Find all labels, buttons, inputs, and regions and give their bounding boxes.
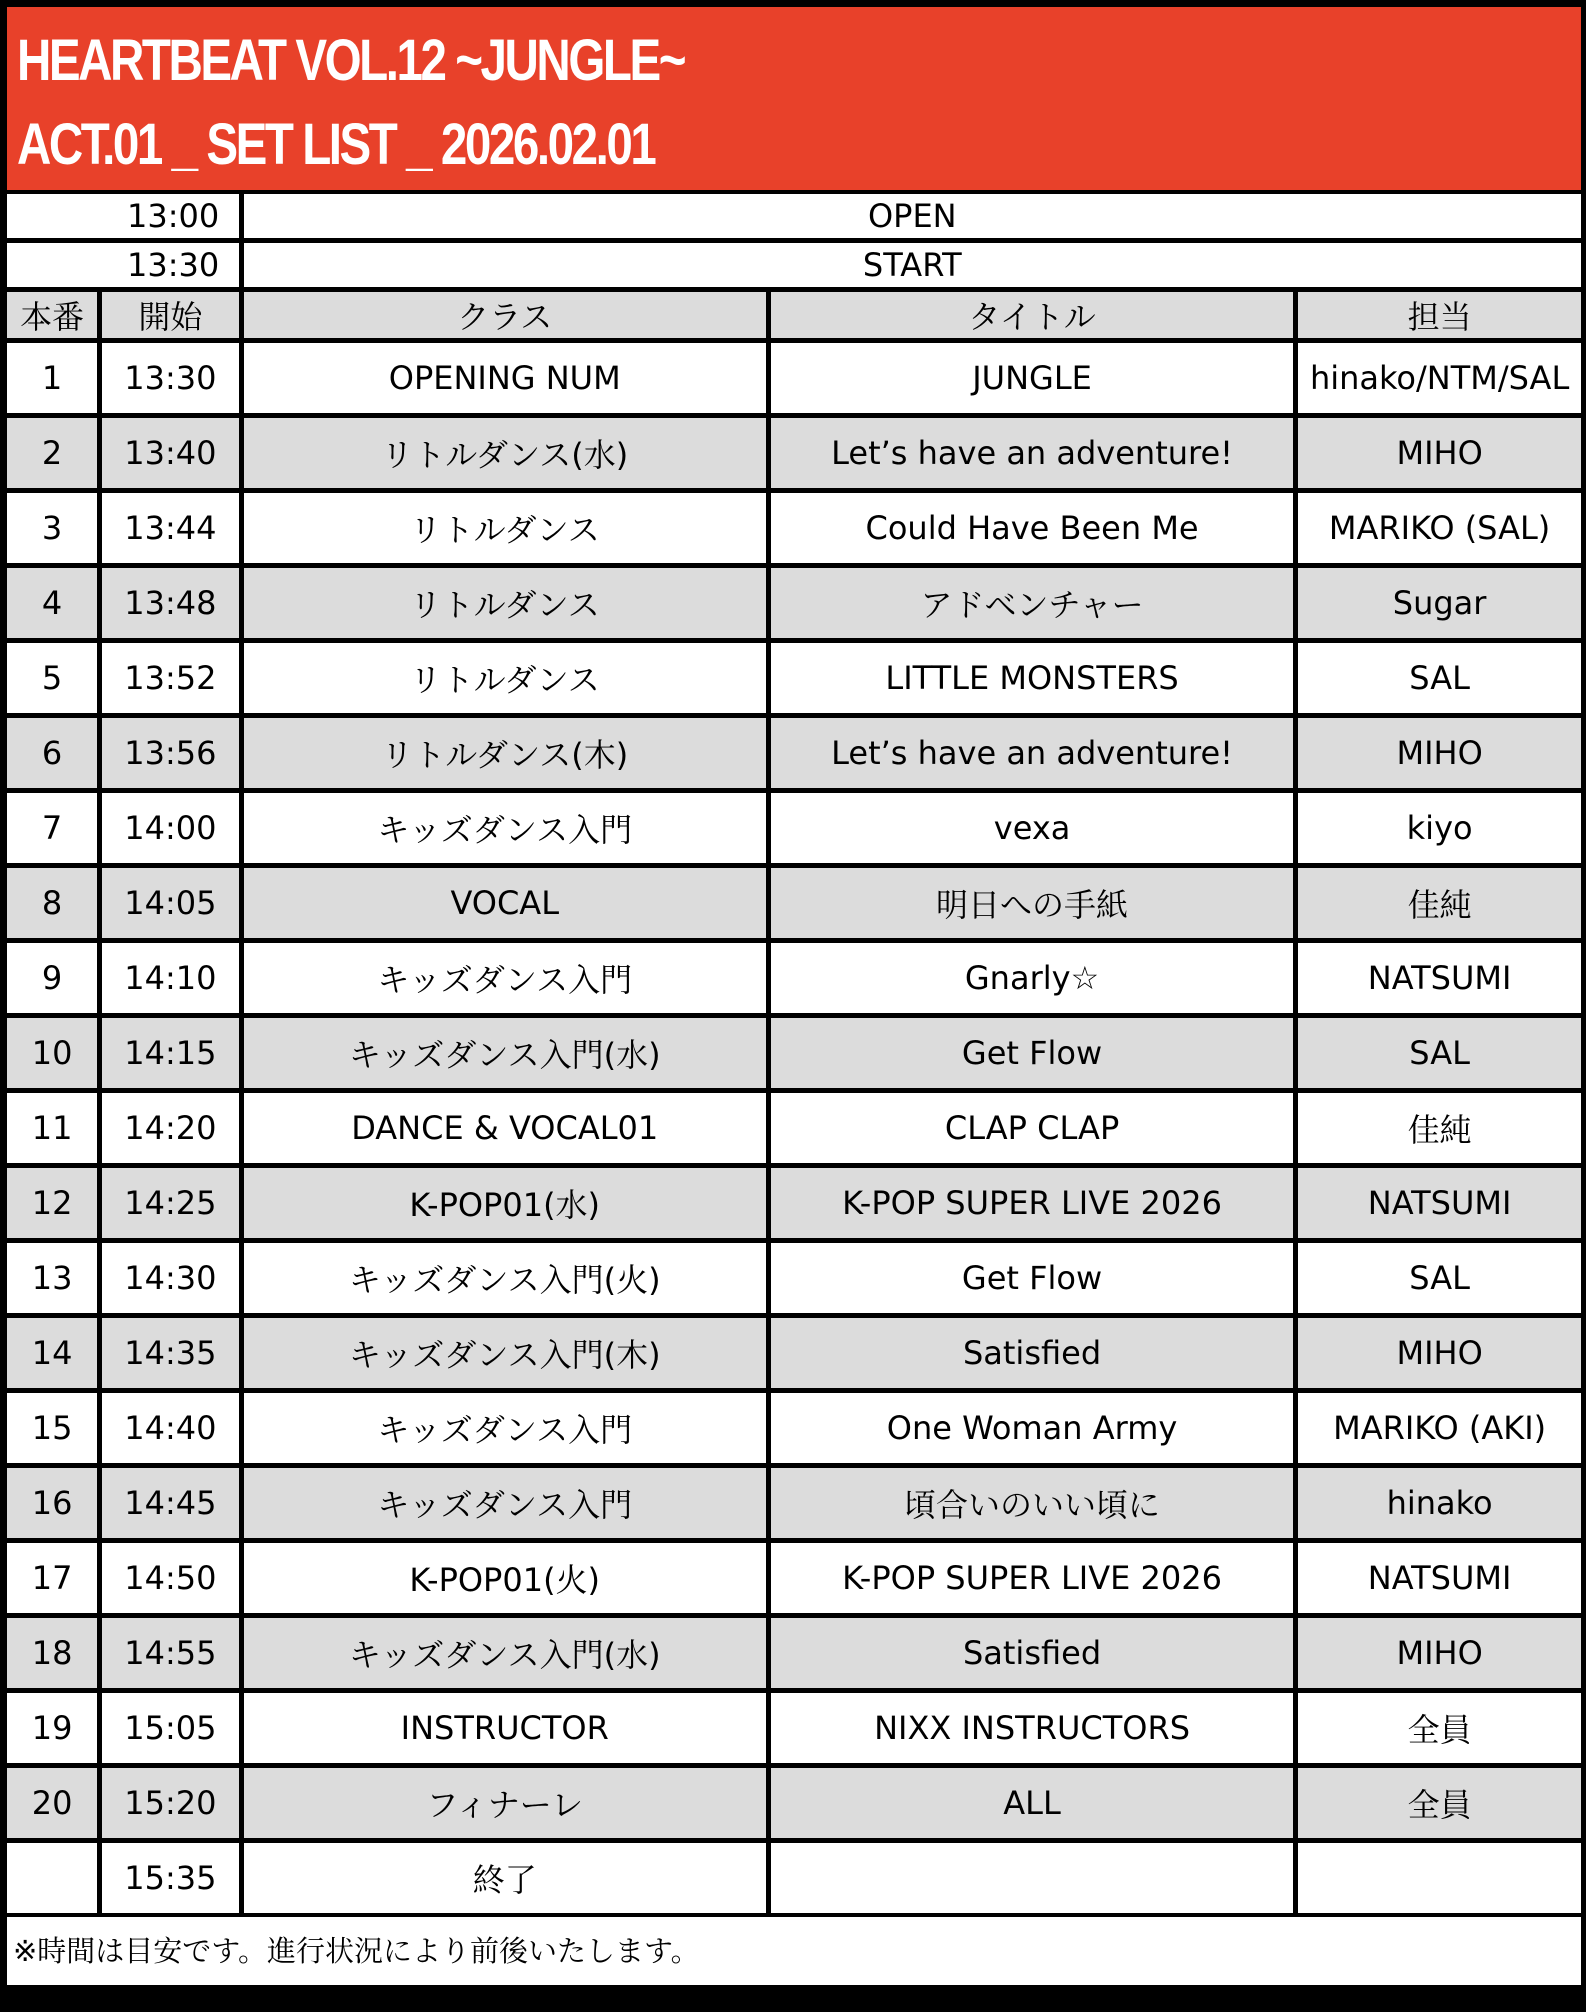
row-title: LITTLE MONSTERS <box>771 643 1293 713</box>
row-start-time: 14:55 <box>102 1618 238 1688</box>
row-title: JUNGLE <box>771 343 1293 413</box>
row-owner: MIHO <box>1298 1618 1581 1688</box>
row-number: 9 <box>7 943 97 1013</box>
row-number: 6 <box>7 718 97 788</box>
row-owner: SAL <box>1298 1018 1581 1088</box>
row-class: リトルダンス <box>244 643 766 713</box>
table-row <box>7 493 1581 563</box>
row-number: 4 <box>7 568 97 638</box>
table-row <box>7 1168 1581 1238</box>
table-row <box>7 943 1581 1013</box>
row-start-time: 15:20 <box>102 1768 238 1838</box>
row-start-time: 13:56 <box>102 718 238 788</box>
row-class: キッズダンス入門 <box>244 943 766 1013</box>
row-title: Get Flow <box>771 1018 1293 1088</box>
set-list-table <box>2 189 1586 1918</box>
row-start-time: 13:48 <box>102 568 238 638</box>
end-row <box>7 1843 1581 1913</box>
row-owner: 佳純 <box>1298 1093 1581 1163</box>
row-start-time: 14:10 <box>102 943 238 1013</box>
start-time: 13:30 <box>7 243 239 287</box>
row-owner: NATSUMI <box>1298 1543 1581 1613</box>
row-owner: MIHO <box>1298 1318 1581 1388</box>
row-class: キッズダンス入門(水) <box>244 1618 766 1688</box>
row-number: 1 <box>7 343 97 413</box>
header-banner <box>7 7 1581 190</box>
row-title: 明日への手紙 <box>771 868 1293 938</box>
row-title: Let’s have an adventure! <box>771 418 1293 488</box>
row-title: One Woman Army <box>771 1393 1293 1463</box>
row-title: K-POP SUPER LIVE 2026 <box>771 1543 1293 1613</box>
row-number: 10 <box>7 1018 97 1088</box>
row-title: 頃合いのいい頃に <box>771 1468 1293 1538</box>
row-title: Get Flow <box>771 1243 1293 1313</box>
end-row-owner <box>1298 1843 1581 1913</box>
row-title: Gnarly☆ <box>771 943 1293 1013</box>
row-number: 18 <box>7 1618 97 1688</box>
table-row <box>7 1318 1581 1388</box>
row-class: DANCE & VOCAL01 <box>244 1093 766 1163</box>
footnote: ※時間は目安です。進行状況により前後いたします。 <box>7 1917 1581 1985</box>
table-row <box>7 1243 1581 1313</box>
row-number: 20 <box>7 1768 97 1838</box>
row-title: Could Have Been Me <box>771 493 1293 563</box>
row-owner: hinako/NTM/SAL <box>1298 343 1581 413</box>
row-number: 15 <box>7 1393 97 1463</box>
row-class: キッズダンス入門 <box>244 1393 766 1463</box>
row-start-time: 14:15 <box>102 1018 238 1088</box>
row-title: K-POP SUPER LIVE 2026 <box>771 1168 1293 1238</box>
row-class: VOCAL <box>244 868 766 938</box>
row-class: リトルダンス <box>244 493 766 563</box>
header-class: クラス <box>244 292 766 338</box>
row-owner: NATSUMI <box>1298 1168 1581 1238</box>
row-start-time: 14:35 <box>102 1318 238 1388</box>
end-row-number <box>7 1843 97 1913</box>
row-start-time: 14:30 <box>102 1243 238 1313</box>
row-start-time: 14:25 <box>102 1168 238 1238</box>
row-owner: 全員 <box>1298 1768 1581 1838</box>
row-owner: MIHO <box>1298 418 1581 488</box>
row-number: 5 <box>7 643 97 713</box>
row-class: K-POP01(火) <box>244 1543 766 1613</box>
set-list-subtitle: ACT.01 _ SET LIST _ 2026.02.01 <box>17 112 655 177</box>
pre-row-start <box>7 243 1581 287</box>
end-row-title <box>771 1843 1293 1913</box>
row-number: 3 <box>7 493 97 563</box>
row-class: フィナーレ <box>244 1768 766 1838</box>
table-row <box>7 418 1581 488</box>
row-start-time: 14:05 <box>102 868 238 938</box>
row-title: vexa <box>771 793 1293 863</box>
row-start-time: 14:20 <box>102 1093 238 1163</box>
row-class: リトルダンス(水) <box>244 418 766 488</box>
header-num: 本番 <box>7 292 97 338</box>
pre-row-open <box>7 194 1581 238</box>
table-row <box>7 343 1581 413</box>
column-header-row <box>7 292 1581 338</box>
row-owner: 佳純 <box>1298 868 1581 938</box>
table-row <box>7 718 1581 788</box>
row-start-time: 13:40 <box>102 418 238 488</box>
row-start-time: 14:00 <box>102 793 238 863</box>
table-row <box>7 643 1581 713</box>
row-title: アドベンチャー <box>771 568 1293 638</box>
table-row <box>7 1768 1581 1838</box>
row-owner: 全員 <box>1298 1693 1581 1763</box>
row-class: キッズダンス入門 <box>244 793 766 863</box>
row-owner: SAL <box>1298 643 1581 713</box>
row-title: Satisfied <box>771 1618 1293 1688</box>
row-class: OPENING NUM <box>244 343 766 413</box>
open-label: OPEN <box>244 194 1581 238</box>
row-start-time: 13:30 <box>102 343 238 413</box>
row-class: キッズダンス入門 <box>244 1468 766 1538</box>
row-owner: NATSUMI <box>1298 943 1581 1013</box>
table-row <box>7 1618 1581 1688</box>
row-class: キッズダンス入門(水) <box>244 1018 766 1088</box>
row-owner: MARIKO (AKI) <box>1298 1393 1581 1463</box>
row-owner: MIHO <box>1298 718 1581 788</box>
table-row <box>7 568 1581 638</box>
row-title: Let’s have an adventure! <box>771 718 1293 788</box>
table-row <box>7 1093 1581 1163</box>
row-start-time: 15:05 <box>102 1693 238 1763</box>
open-time: 13:00 <box>7 194 239 238</box>
end-time: 15:35 <box>102 1843 238 1913</box>
row-owner: MARIKO (SAL) <box>1298 493 1581 563</box>
table-row <box>7 1468 1581 1538</box>
table-row <box>7 1693 1581 1763</box>
table-row <box>7 1018 1581 1088</box>
row-start-time: 14:50 <box>102 1543 238 1613</box>
header-start: 開始 <box>102 292 238 338</box>
row-owner: hinako <box>1298 1468 1581 1538</box>
row-start-time: 13:52 <box>102 643 238 713</box>
row-start-time: 13:44 <box>102 493 238 563</box>
table-row <box>7 868 1581 938</box>
table-row <box>7 1393 1581 1463</box>
event-title: HEARTBEAT VOL.12 ~JUNGLE~ <box>17 28 685 93</box>
row-class: キッズダンス入門(火) <box>244 1243 766 1313</box>
row-number: 13 <box>7 1243 97 1313</box>
row-number: 17 <box>7 1543 97 1613</box>
row-class: キッズダンス入門(木) <box>244 1318 766 1388</box>
row-number: 7 <box>7 793 97 863</box>
row-number: 8 <box>7 868 97 938</box>
header-title: タイトル <box>771 292 1293 338</box>
table-row <box>7 1543 1581 1613</box>
row-class: K-POP01(水) <box>244 1168 766 1238</box>
table-row <box>7 793 1581 863</box>
row-title: NIXX INSTRUCTORS <box>771 1693 1293 1763</box>
row-number: 19 <box>7 1693 97 1763</box>
row-owner: SAL <box>1298 1243 1581 1313</box>
row-number: 11 <box>7 1093 97 1163</box>
row-start-time: 14:40 <box>102 1393 238 1463</box>
row-owner: kiyo <box>1298 793 1581 863</box>
row-title: CLAP CLAP <box>771 1093 1293 1163</box>
start-label: START <box>244 243 1581 287</box>
row-number: 2 <box>7 418 97 488</box>
row-class: リトルダンス <box>244 568 766 638</box>
row-start-time: 14:45 <box>102 1468 238 1538</box>
end-label: 終了 <box>244 1843 766 1913</box>
row-owner: Sugar <box>1298 568 1581 638</box>
row-number: 12 <box>7 1168 97 1238</box>
row-number: 16 <box>7 1468 97 1538</box>
row-number: 14 <box>7 1318 97 1388</box>
row-class: リトルダンス(木) <box>244 718 766 788</box>
row-class: INSTRUCTOR <box>244 1693 766 1763</box>
row-title: Satisfied <box>771 1318 1293 1388</box>
row-title: ALL <box>771 1768 1293 1838</box>
header-owner: 担当 <box>1298 292 1581 338</box>
